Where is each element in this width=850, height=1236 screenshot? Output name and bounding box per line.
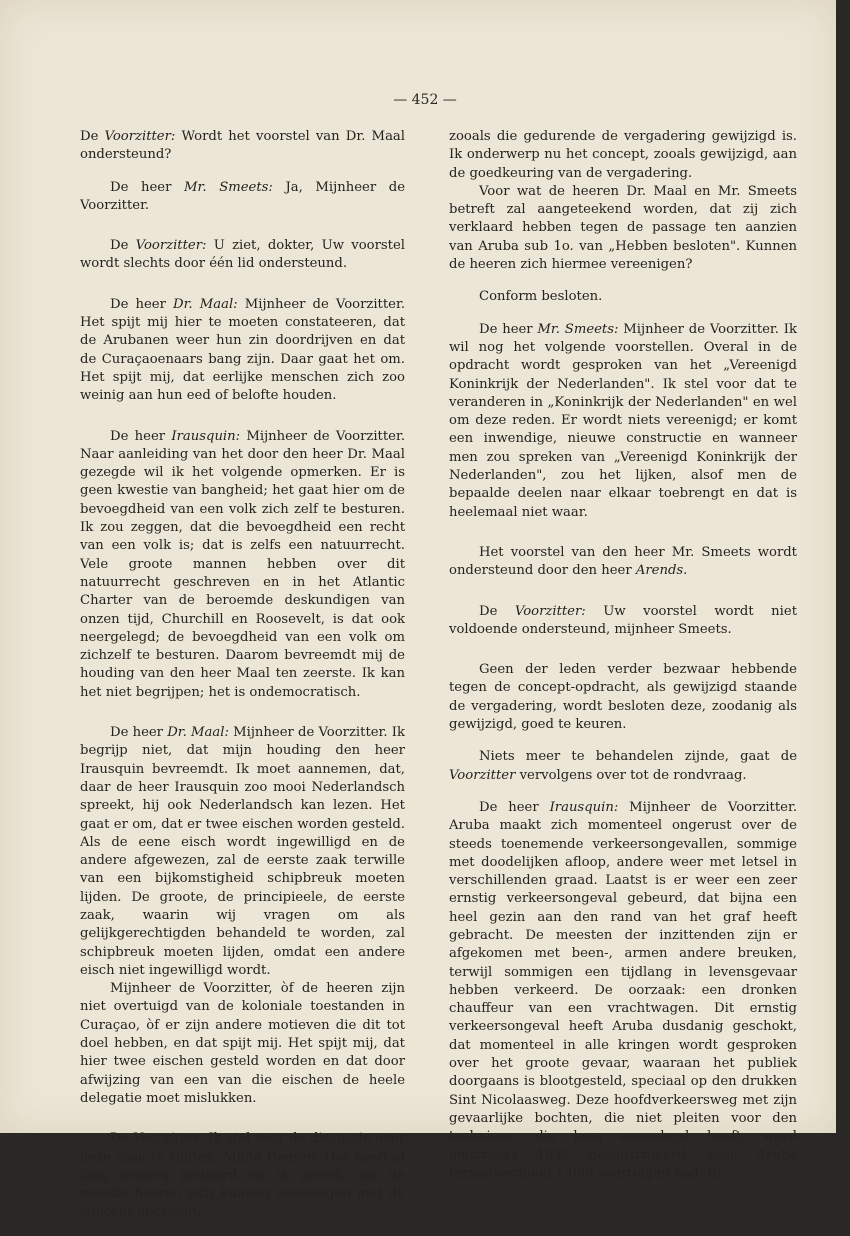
paragraph: De Voorzitter: U ziet, dokter, Uw voorstel wordt slechts door één lid ondersteund. [80,238,405,272]
paragraph: De Voorzitter: Uw voorstel wordt niet voldoende ondersteund, mijnheer Smeets. [449,603,797,637]
speaker: Mr. Smeets: [537,321,619,337]
paragraph: Het voorstel van den heer Mr. Smeets wordt ondersteund door den heer Arends. [449,544,797,579]
speaker: Voorzitter: [104,129,176,144]
paragraph: Niets meer te behandelen zijnde, gaat de Voorzitter vervolgens over tot de rondvraag. [449,749,797,783]
paragraph: De heer Irausquin: Mijnheer de Voorzitter. Aruba maakt zich momenteel ongerust over de steeds toenemende verkeersongevallen, sommige met doodelijken afloop, andere weer met letsel in verschillenden graad. Laatst is er weer een zeer ernstig verkeersongeval gebeurd, dat bijna een heel gezin aan den rand van het graf heeft gebracht. De meesten der inzittenden zijn er afgekomen met been-, armen andere breuken, terwijl sommigen een tijdlang in levensgevaar hebben verkeerd. De oorzaak: een dronken chauffeur van een vrachtwagen. Dit ernstig verkeersongeval heeft Aruba dusdanig geschokt, dat momenteel in alle kringen wordt gesproken over het groote gevaar, waaraan het publiek doorgaans is blootgesteld, speciaal op den drukken Sint Nicolaasweg. Deze hoofdverkeersweg met zijn gevaarlijke bochten, die niet pleiten voor den technicus, die hem aangelegd heeft, werd omstreeks 1932 geconstrueerd, toen Aruba ternauwernood 1.000 voertuigen had. In [449,799,798,1181]
speaker: Voorzitter: [133,1131,204,1147]
paragraph: Voor wat de heeren Dr. Maal en Mr. Smeets betreft zal aangeteekend worden, dat zij zich verklaard hebben tegen de passage ten aanzien van Aruba sub 1o. van „Hebben besloten". Kunnen de heeren zich hiermee vereenigen? [449,183,797,273]
speaker: Dr. Maal: [167,725,229,741]
paragraph: Geen der leden verder bezwaar hebbende tegen de concept-opdracht, als gewijzigd staande de vergadering, wordt besloten deze, zoodanig als gewijzigd, goed te keuren. [449,662,797,733]
paragraph: Conform besloten. [479,289,603,305]
paragraph: De Voorzitter: Wordt het voorstel van Dr. Maal ondersteund? [80,129,406,163]
speaker: Voorzitter: [514,603,586,619]
paragraph: De heer Mr. Smeets: Ja, Mijnheer de Voorzitter. [80,179,406,213]
page-number: — 452 — [393,92,457,108]
speaker: Mr. Smeets: [184,179,273,195]
paragraph: De heer Irausquin: Mijnheer de Voorzitter. Naar aanleiding van het door den heer Dr. Maal gezegde wil ik het volgende opmerken. Er is geen kwestie van bangheid; het gaat hier om de bevoegdheid van een volk zich zelf te besturen. Ik zou zeggen, dat die bevoegdheid een recht van een volk is; dat is zelfs een natuurrecht. Vele groote mannen hebben over dit natuurrecht geschreven en in het Atlantic Charter van de beroemde deskundigen van onzen tijd, Churchill en Roosevelt, is dat ook neergelegd; de bevoegdheid van een volk om zichzelf te besturen. Daarom bevreemdt mij de houding van den heer Maal ten zeerste. Ik kan het niet begrijpen; het is ondemocratisch. [80,428,406,700]
speaker: Irausquin: [549,799,619,815]
paragraph: De heer Dr. Maal: Mijnheer de Voorzitter. Het spijt mij hier te moeten constateeren, dat de Arubanen weer hun zin doordrijven en dat de Curaçaoenaars bang zijn. Daar gaat het om. Het spijt mij, dat eerlijke menschen zich zoo weinig aan hun eed of belofte houden. [80,296,406,404]
paragraph: De heer Dr. Maal: Mijnheer de Voorzitter. Ik begrijp niet, dat mijn houding den heer Irausquin bevreemdt. Ik moet aannemen, dat, daar de heer Irausquin zoo mooi Nederlandsch spreekt, hij ook Nederlandsch kan lezen. Het gaat er om, dat er twee eischen worden gesteld. Als de eene eisch wordt ingewilligd en de andere afgewezen, zal de eerste zaak terwille van een bijkomstigheid schipbreuk moeten lijden. De groote, de principieele, de eerste zaak, waarin wij vragen om als gelijkgerechtigden behandeld te worden, zal schipbreuk moeten lijden, omdat een andere eisch niet ingewilligd wordt. [80,725,405,978]
speaker: Voorzitter [449,767,516,783]
paragraph: zooals die gedurende de vergadering gewijzigd is. Ik onderwerp nu het concept, zooals gewijzigd, aan de goedkeuring van de vergadering. [449,129,797,181]
paragraph: De heer Mr. Smeets: Mijnheer de Voorzitter. Ik wil nog het volgende voorstellen. Overal in de opdracht wordt gesproken van het „Vereenigd Koninkrijk der Nederlanden". Ik stel voor dat te veranderen in „Koninkrijk der Nederlanden" en wel om deze reden. Er wordt niets vereenigd; er komt een inwendige, nieuwe constructie en wanneer men zou spreken van „Vereenigd Koninkrijk der Nederlanden", zou het lijken, alsof men de bepaalde deelen naar elkaar toebrengt en dat is heelemaal niet waar. [449,321,797,520]
speaker: Irausquin: [171,428,241,444]
paragraph: Mijnheer de Voorzitter, òf de heeren zijn niet overtuigd van de koloniale toestanden in Curaçao, òf er zijn andere motieven die dit tot doel hebben, en dat spijt mij. Het spijt mij, dat hier twee eischen gesteld worden en dat door afwijzing van een van die eischen de heele delegatie moet mislukken. [80,981,405,1106]
speaker: Dr. Maal: [173,296,238,312]
right-column [449,128,797,1197]
left-column [80,128,405,1236]
paragraph: De Voorzitter: Ik stel voor de discussie over deze zaak te sluiten, Mijne Heeren. Het heeft al lang genoeg geduurd en ik geloof, dat de meeste heeren zich kunnen vereenigen met de concept-opdracht, [80,1131,405,1220]
speaker: Voorzitter: [135,238,207,254]
speaker: Arends. [635,563,688,579]
